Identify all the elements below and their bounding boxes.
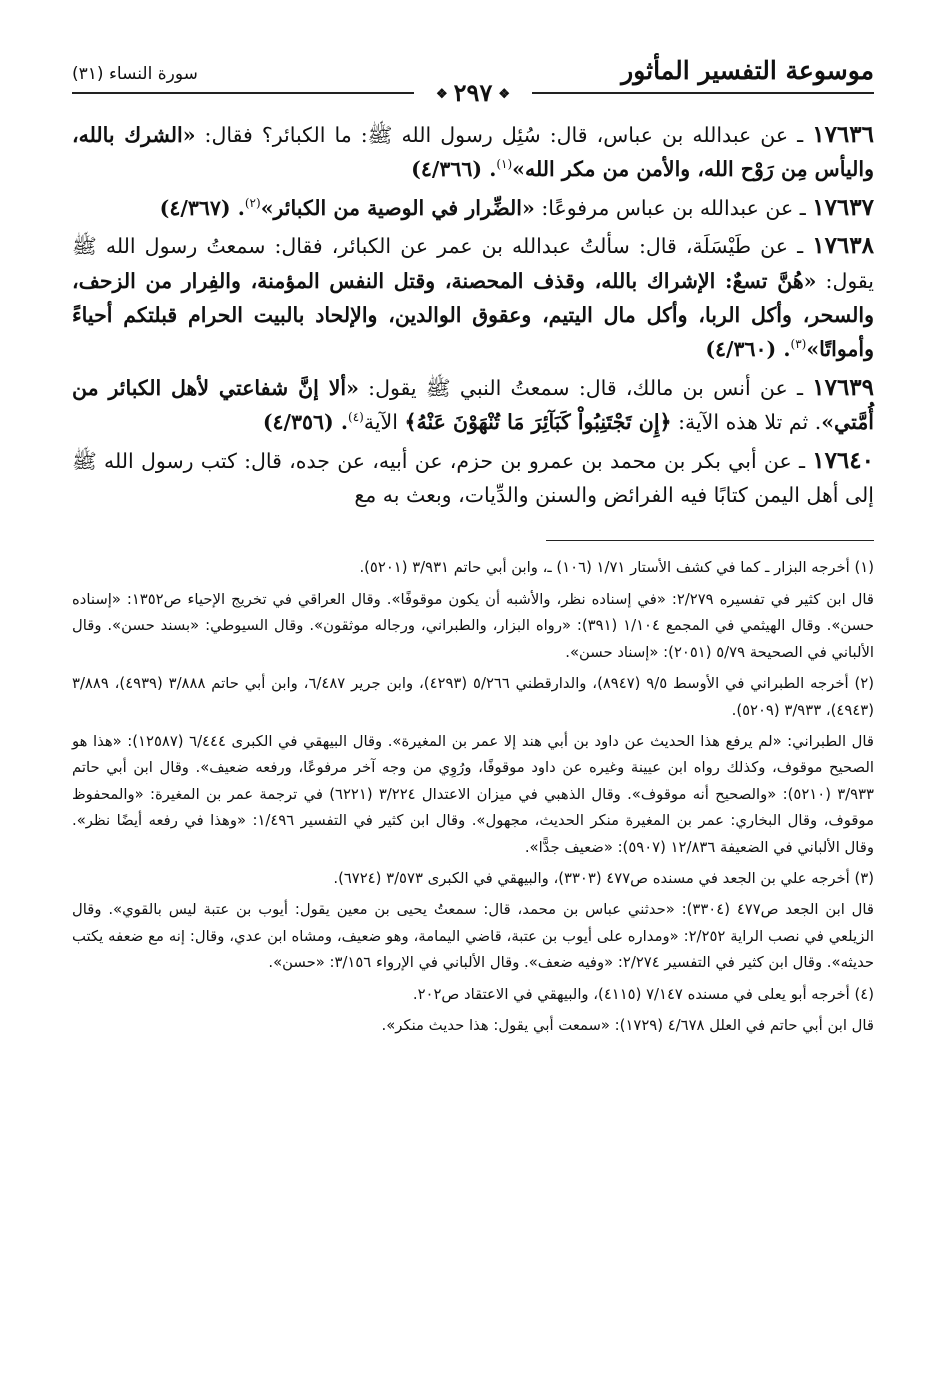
footnote-commentary: قال ابن كثير في تفسيره ٢/٢٧٩: «في إسناده نظر، والأشبه أن يكون موقوفًا». وقال العراقي في تخريج الإحياء ص١٣٥٢: «إسناده حسن». وقال الهيثمي في المجمع ١/١٠٤ (٣٩١): «رواه البزار، والطبراني، ورجاله موثقون». وقال السيوطي: «بسند حسن». وقال الألباني في الصحيحة ٥/٧٩ (٢٠٥١): «إسناد حسن». <box>72 590 874 661</box>
main-text <box>72 118 874 512</box>
footnote-source: (١) أخرجه البزار ـ كما في كشف الأستار ١/٧١ (١٠٦) ـ، وابن أبي حاتم ٣/٩٣١ (٥٢٠١). <box>359 559 874 577</box>
hadith-number: ١٧٦٣٩ <box>812 373 875 401</box>
hadith-entry <box>72 371 874 440</box>
hadith-number: ١٧٦٤٠ <box>812 446 874 474</box>
footnote-marker: (١) <box>496 157 513 172</box>
chapter-title: سورة النساء (٣١) <box>72 64 198 84</box>
hadith-intro: ـ عن أبي بكر بن محمد بن عمرو بن حزم، عن أبيه، عن جده، قال: كتب رسول الله ﷺ إلى أهل اليمن كتابًا فيه الفرائض والسنن والدِّيات، وبعث به مع <box>72 448 874 508</box>
hadith-quote: «هُنَّ تسعٌ: الإشراك بالله، وقذف المحصنة، وقتل النفس المؤمنة، والفِرار من الزحف، والسحر، وأكل الربا، وأكل مال اليتيم، وعقوق الوالدين، والإلحاد بالبيت الحرام قبلتكم أحياءً وأمواتًا» <box>72 268 874 362</box>
hadith-entry <box>72 191 874 225</box>
running-header <box>72 48 874 107</box>
hadith-intro: ـ عن عبدالله بن عباس مرفوعًا: <box>534 195 813 220</box>
volume-reference: . (٤/٣٦٧) <box>159 195 245 220</box>
hadith-number: ١٧٦٣٦ <box>812 121 874 148</box>
hadith-number: ١٧٦٣٨ <box>812 232 874 260</box>
hadith-intro: ـ عن أنس بن مالك، قال: سمعتُ النبي ﷺ يقول: <box>358 375 813 400</box>
footnote-source: (٢) أخرجه الطبراني في الأوسط ٩/٥ (٨٩٤٧)، والدارقطني ٥/٢٦٦ (٤٢٩٣)، وابن جرير ٦/٤٨٧، وابن أبي حاتم ٣/٨٨٨ (٤٩٣٩)، ٣/٨٨٩ (٤٩٤٣)، ٣/٩٣٣ (٥٢٠٩). <box>72 675 874 719</box>
hadith-quote: «ألا إنَّ شفاعتي لأهل الكبائر من أُمَّتي» <box>72 375 874 435</box>
volume-reference: . (٤/٣٦٠) <box>705 337 791 362</box>
hadith-entry <box>72 229 874 367</box>
hadith-number: ١٧٦٣٧ <box>812 193 874 221</box>
hadith-entry <box>72 444 874 513</box>
footnote-source: (٤) أخرجه أبو يعلى في مسنده ٧/١٤٧ (٤١١٥)، والبيهقي في الاعتقاد ص٢٠٢. <box>412 985 874 1003</box>
hadith-continuation: . ثم تلا هذه الآية: <box>671 410 822 435</box>
volume-reference: . (٤/٣٥٦) <box>262 410 349 435</box>
hadith-entry <box>72 118 874 187</box>
hadith-intro: ـ عن عبدالله بن عباس، قال: سُئِل رسول الله ﷺ: ما الكبائر؟ فقال: <box>195 123 813 147</box>
hadith-quote: «الشرك بالله، واليأس مِن رَوْح الله، والأمن من مكر الله» <box>72 123 874 182</box>
footnote-commentary: قال ابن أبي حاتم في العلل ٤/٦٧٨ (١٧٢٩): «سمعت أبي يقول: هذا حديث منكر». <box>381 1016 874 1034</box>
footnote-separator <box>546 540 874 541</box>
page-number: ❖ ٢٩٧ ❖ <box>414 78 532 107</box>
hadith-intro: ـ عن طَيْسَلَة، قال: سألتُ عبدالله بن عمر عن الكبائر، فقال: سمعتُ رسول الله ﷺ يقول: <box>72 234 875 293</box>
volume-reference: . (٤/٣٦٦) <box>411 157 497 182</box>
book-title: موسوعة التفسير المأثور <box>621 56 874 85</box>
footnote-marker: (٣) <box>790 337 807 352</box>
footnote-commentary: قال الطبراني: «لم يرفع هذا الحديث عن داود بن أبي هند إلا عمر بن المغيرة». وقال البيهقي في الكبرى ٦/٤٤٤ (١٢٥٨٧): «هذا هو الصحيح موقوف، وكذلك رواه ابن عيينة وغيره عن داود موقوفًا، ورُوِي من وجه آخر مرفوعًا، ورفعه ضعيف». وقال ابن أبي حاتم ٣/٩٣٣ (٥٢١٠): «والصحيح أنه موقوف». وقال الذهبي في ميزان الاعتدال ٣/٢٢٤ (٦٢٢١) في ترجمة عمر بن المغيرة: «والمحفوظ موقوف، وقال البخاري: عمر بن المغيرة منكر الحديث، مجهول». وقال ابن كثير في التفسير ١/٤٩٦: «وهذا في رفعه أيضًا نظر». وقال الألباني في الضعيفة ١٢/٨٣٦ (٥٩٠٧): «ضعيف جدًّا». <box>72 732 875 856</box>
footnote-source: (٣) أخرجه علي بن الجعد في مسنده ص٤٧٧ (٣٣٠٣)، والبيهقي في الكبرى ٣/٥٧٣ (٦٧٢٤). <box>333 869 874 887</box>
quran-verse: ﴿إِن تَجْتَنِبُواْ كَبَآئِرَ مَا تُنْهَوْنَ عَنْهُ﴾ <box>404 410 672 435</box>
verse-note: الآية <box>363 410 405 435</box>
footnote-commentary: قال ابن الجعد ص٤٧٧ (٣٣٠٤): «حدثني عباس بن محمد، قال: سمعتُ يحيى بن معين يقول: أيوب بن عتبة ليس بالقوي». وقال الزيلعي في نصب الراية ٢/٢٥٢: «ومداره على أيوب بن عتبة، قاضي اليمامة، وهو ضعيف، ومشاه ابن عدي، وقال: إنه مع ضعفه يكتب حديثه». وقال ابن كثير في التفسير ٢/٢٧٤: «وفيه ضعف». وقال الألباني في الإرواء ٣/١٥٦: «حسن». <box>72 901 874 972</box>
hadith-quote: «الضِّرار في الوصية من الكبائر» <box>260 195 535 220</box>
footnotes <box>72 555 874 1039</box>
footnote-marker: (٤) <box>348 410 364 425</box>
footnote-marker: (٢) <box>244 195 261 210</box>
